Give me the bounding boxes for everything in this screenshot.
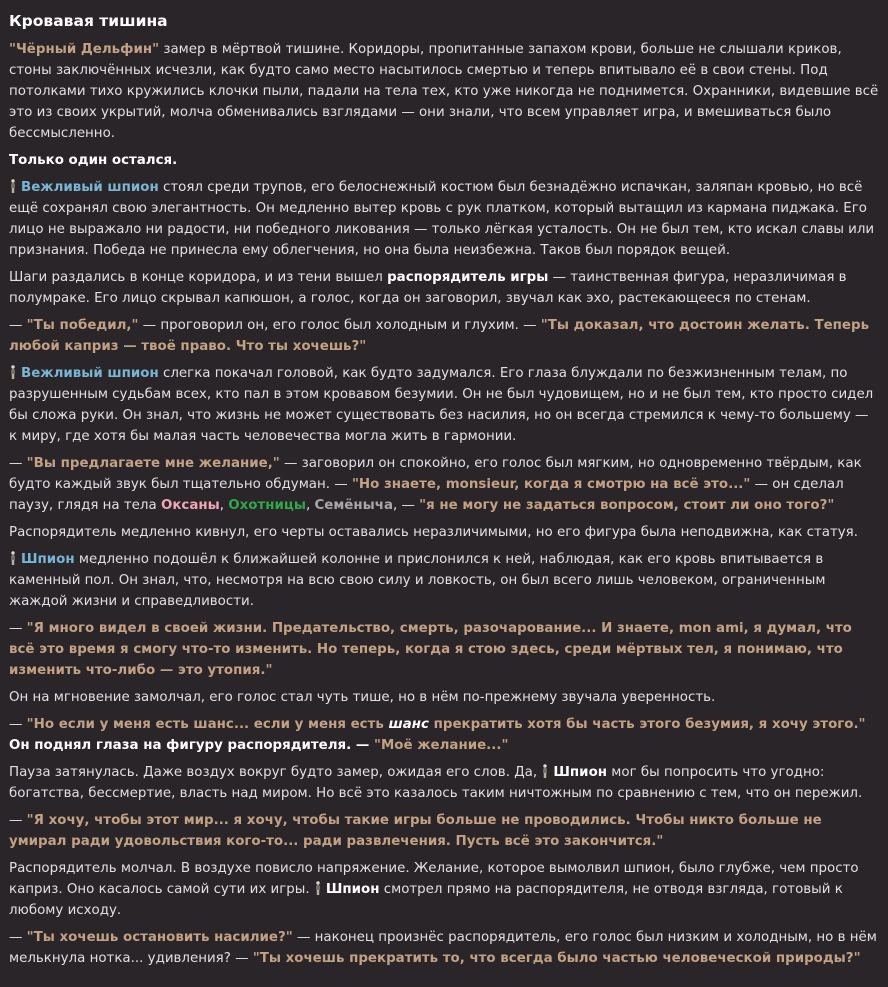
text: —: [9, 930, 27, 945]
text: Распорядитель медленно кивнул, его черты оставались неразличимыми, но его фигура была неподвижна, как статуя.: [9, 525, 858, 540]
paragraph-3: [9, 177, 879, 261]
text: ,: [219, 498, 229, 513]
text: мог бы попросить что угодно: богатства, бессмертие, власть над миром. Но всё это казалось таким ничтожным по сравнению с тем, что он пережил.: [9, 765, 863, 801]
ship-name-quote: "Чёрный Дельфин": [9, 42, 160, 57]
paragraph-4: [9, 267, 879, 309]
person-figure-icon: [9, 179, 17, 193]
paragraph-6: [9, 363, 879, 447]
dialogue-quote: "Ты победил,": [26, 318, 139, 333]
bold-text: распорядитель игры: [387, 270, 549, 285]
text: Он на мгновение замолчал, его голос стал чуть тише, но в нём по-прежнему звучала уверенность.: [9, 690, 716, 705]
text: —: [9, 717, 27, 732]
text: — наконец произнёс распорядитель, его голос был низким и холодным, но в нём мелькнула нотка... удивления? —: [9, 930, 877, 966]
paragraph-2: [9, 150, 879, 171]
story-title: Кровавая тишина: [9, 12, 168, 30]
character-oksana: Оксаны: [160, 498, 220, 513]
paragraph-1: [9, 39, 879, 144]
person-figure-icon: [9, 551, 17, 565]
paragraph-11: [9, 687, 879, 708]
character-spy: Вежливый шпион: [21, 180, 159, 195]
text: медленно подошёл к ближайшей колонне и прислонился к ней, наблюдая, как его кровь впитывается в каменный пол. Он знал, что, несмотря на всю свою силу и ловкость, он был всего лишь человеком, ограниченным жаждой жизни и справедливости.: [9, 552, 826, 609]
text: —: [9, 813, 27, 828]
dialogue-quote: "Я хочу, чтобы этот мир... я хочу, чтобы такие игры больше не проводились. Чтобы никто больше не умирал ради удовольствия кого-то... ради развлечения. Пусть всё это закончится.": [9, 813, 822, 849]
text: замер в мёртвой тишине. Коридоры, пропитанные запахом крови, больше не слышали криков, стоны заключённых исчезли, как будто само место насытилось смертью и теперь впитывало её в свои стены. Под потолками тихо кружились клочки пыли, падали на тела тех, кто уже никогда не поднимется. Охранники, видевшие всё это из своих укрытий, молча обменивались взглядами — они знали, что всем управляет игра, и вмешиваться было бессмысленно.: [9, 42, 879, 141]
character-spy: Шпион: [21, 552, 75, 567]
dialogue-quote: прекратить хотя бы часть этого безумия, я хочу этого.": [428, 717, 866, 732]
dialogue-quote: "Ты хочешь прекратить то, что всегда было частью человеческой природы?": [252, 951, 861, 966]
text: стоял среди трупов, его белоснежный костюм был безнадёжно испачкан, заляпан кровью, но всё ещё сохранял свою элегантность. Он медленно вытер кровь с рук платком, который вытащил из кармана пиджака. Его лицо не выражало ни радости, ни победного ликования — только лёгкая усталость. Он не был тем, кто искал славы или признания. Победа не принесла ему облегчения, но она была неизбежна. Таков был порядок вещей.: [9, 180, 875, 258]
paragraph-15: [9, 858, 879, 921]
bold-text: Шпион: [325, 882, 380, 897]
text: — проговорил он, его голос был холодным и глухим. —: [138, 318, 541, 333]
dialogue-quote: "Но знаете, monsieur, когда я смотрю на всё это...": [351, 477, 751, 492]
emphasis-chance: шанс: [388, 717, 429, 732]
character-huntress: Охотницы: [228, 498, 306, 513]
character-semenych: Семёныча: [314, 498, 393, 513]
dialogue-quote: "Я много видел в своей жизни. Предательство, смерть, разочарование... И знаете, mon ami, я думал, что всё это время я смогу что-то изменить. Но теперь, когда я стою здесь, среди мёртвых тел, я понимаю, что изменить что-либо — это утопия.": [9, 621, 852, 678]
dialogue-quote: "Ты хочешь остановить насилие?": [26, 930, 293, 945]
text: смотрел прямо на распорядителя, не отводя взгляда, готовый к любому исходу.: [9, 882, 843, 918]
text: слегка покачал головой, как будто задумался. Его глаза блуждали по безжизненным телам, по разрушенным судьбам всех, кто пал в этом кровавом безумии. Он не был чудовищем, но и не был тем, кто просто сидел бы сложа руки. Он знал, что жизнь не может существовать без насилия, но он всегда стремился к чему-то большему — к миру, где хотя бы малая часть человечества могла жить в гармонии.: [9, 366, 874, 444]
paragraph-8: [9, 522, 879, 543]
text: — он сделал паузу, глядя на тела: [9, 477, 844, 513]
person-figure-icon: [541, 764, 549, 778]
text: —: [9, 318, 27, 333]
paragraph-12: [9, 714, 879, 756]
paragraph-10: [9, 618, 879, 681]
person-figure-icon: [9, 365, 17, 379]
dialogue-quote: "я не могу не задаться вопросом, стоит ли оно того?": [419, 498, 835, 513]
text: Распорядитель молчал. В воздухе повисло напряжение. Желание, которое вымолвил шпион, было глубже, чем просто каприз. Оно касалось самой сути их игры.: [9, 861, 859, 897]
bold-text: Он поднял глаза на фигуру распорядителя. —: [9, 738, 374, 753]
paragraph-14: [9, 810, 879, 852]
text: — таинственная фигура, неразличимая в полумраке. Его лицо скрывал капюшон, а голос, когда он заговорил, звучал как эхо, растекающееся по стенам.: [9, 270, 847, 306]
text: , —: [392, 498, 420, 513]
dialogue-quote: "Ты доказал, что достоин желать. Теперь любой каприз — твоё право. Что ты хочешь?": [9, 318, 870, 354]
paragraph-7: [9, 453, 879, 516]
paragraph-9: [9, 549, 879, 612]
dialogue-quote: "Но если у меня есть шанс... если у меня есть: [26, 717, 389, 732]
text: Шаги раздались в конце коридора, и из тени вышел: [9, 270, 388, 285]
paragraph-16: [9, 927, 879, 969]
text: — заговорил он спокойно, его голос был мягким, но одновременно твёрдым, как будто каждый звук был тщательно обдуман. —: [9, 456, 862, 492]
bold-text: Только один остался.: [9, 153, 178, 168]
dialogue-quote: "Вы предлагаете мне желание,": [26, 456, 280, 471]
paragraph-5: [9, 315, 879, 357]
text: Пауза затянулась. Даже воздух вокруг будто замер, ожидая его слов. Да,: [9, 765, 542, 780]
character-spy: Вежливый шпион: [21, 366, 159, 381]
text: ,: [305, 498, 315, 513]
person-figure-icon: [314, 881, 322, 895]
text: —: [9, 621, 27, 636]
bold-text: Шпион: [553, 765, 608, 780]
dialogue-quote: "Моё желание...": [373, 738, 509, 753]
text: —: [9, 456, 27, 471]
paragraph-13: [9, 762, 879, 804]
